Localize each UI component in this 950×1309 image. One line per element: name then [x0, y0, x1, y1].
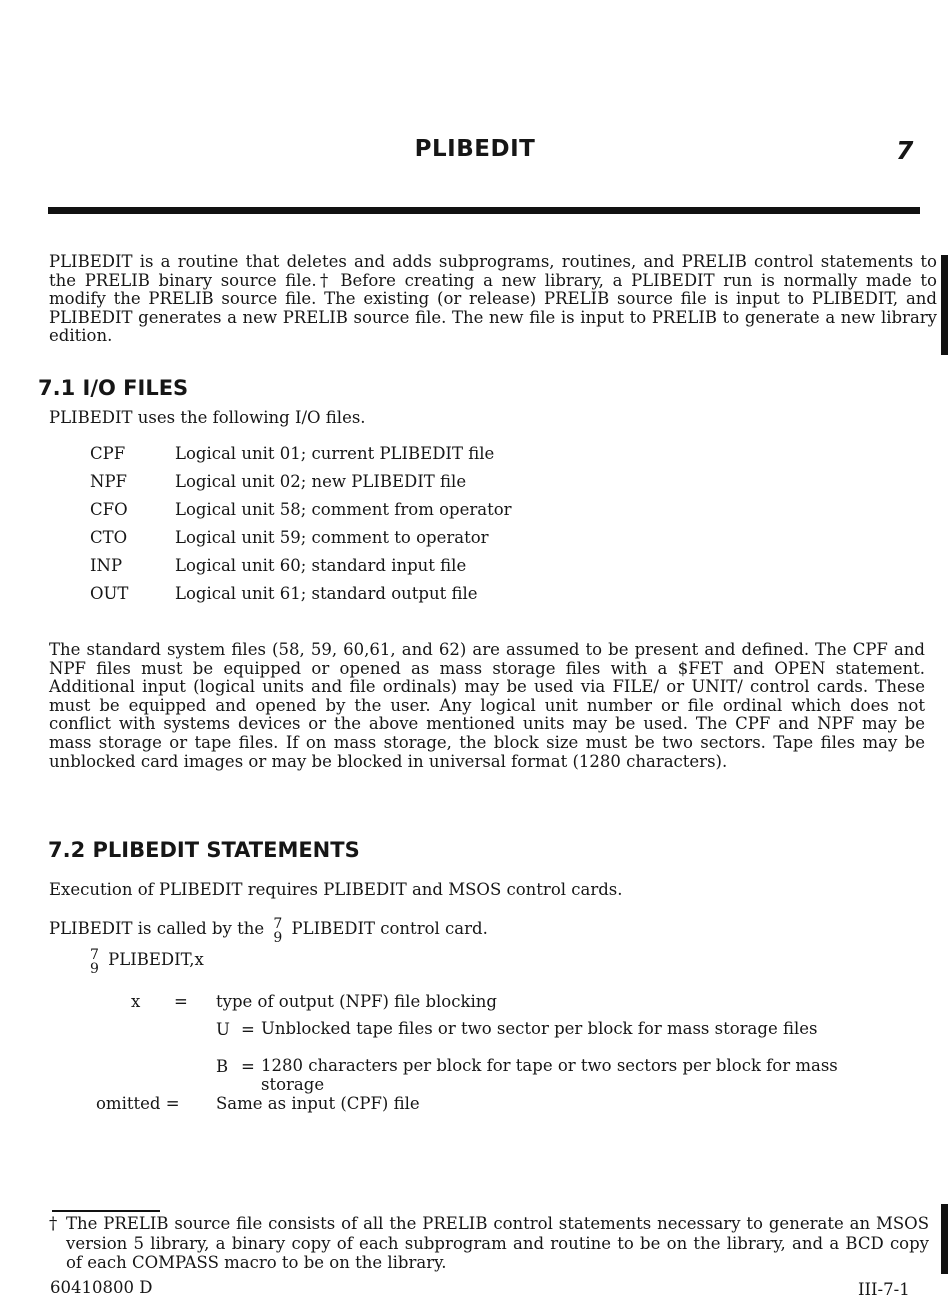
control-card — [90, 948, 204, 976]
footnote-text: The PRELIB source file consists of all the PRELIB control statements necessary to generate an MSOS version 5 library, a binary copy of each subprogram and routine to be on the library, and a BCD copy of each COMPASS macro to be on the library. — [66, 1214, 929, 1272]
param-equals: = — [174, 992, 188, 1011]
file-description: Logical unit 58; comment from operator — [175, 500, 512, 519]
omitted-label: omitted = — [96, 1094, 180, 1113]
footnote-dagger: † — [49, 1214, 58, 1233]
option-equals: = — [241, 1020, 255, 1039]
file-code: CFO — [90, 500, 128, 519]
option-key: B — [216, 1057, 229, 1076]
io-files-paragraph: The standard system files (58, 59, 60,61, and 62) are assumed to be present and defined. The CPF and NPF files must be equipped or opened as mass storage files with a $FET and OPEN statement. Additional input (logical units and file ordinals) may be used via FILE/ or UNIT/ control cards. These must be equipped and opened by the user. Any logical unit number or file ordinal which does not conflict with systems devices or the above mentioned units may be used. The CPF and NPF may be mass storage or tape files. If on mass storage, the block size must be two sectors. Tape files may be unblocked card images or may be blocked in universal format (1280 characters). — [49, 640, 925, 771]
document-id: 60410800 D — [50, 1278, 153, 1297]
footnote — [49, 1214, 929, 1273]
control-card-text: PLIBEDIT,x — [108, 950, 204, 969]
stack-bottom: 9 — [90, 961, 99, 977]
file-code: INP — [90, 556, 123, 575]
punch-rows-7-9 — [273, 917, 282, 945]
stack-bottom: 9 — [273, 930, 283, 946]
option-key: U — [216, 1020, 230, 1039]
chapter-number: 7 — [896, 136, 914, 165]
file-code: OUT — [90, 584, 129, 603]
change-bar — [941, 255, 948, 355]
file-description: Logical unit 02; new PLIBEDIT file — [175, 472, 467, 491]
page-number: III-7-1 — [858, 1280, 910, 1299]
call-prefix: PLIBEDIT is called by the — [49, 919, 265, 938]
section-heading-io-files: 7.1 I/O FILES — [38, 376, 189, 400]
file-description: Logical unit 01; current PLIBEDIT file — [175, 444, 495, 463]
chapter-title: PLIBEDIT — [414, 136, 536, 162]
title-rule — [48, 207, 920, 214]
option-text: 1280 characters per block for tape or two sectors per block for mass storage — [261, 1056, 838, 1094]
option-equals: = — [241, 1057, 255, 1076]
stack-top: 7 — [273, 916, 283, 932]
change-bar — [941, 1204, 948, 1274]
option-text: Unblocked tape files or two sector per block for mass storage files — [261, 1019, 818, 1038]
execution-text: Execution of PLIBEDIT requires PLIBEDIT and MSOS control cards. — [49, 880, 623, 899]
section-heading-statements: 7.2 PLIBEDIT STATEMENTS — [48, 838, 360, 862]
file-code: NPF — [90, 472, 127, 491]
file-description: Logical unit 61; standard output file — [175, 584, 478, 603]
punch-rows-7-9 — [90, 948, 99, 976]
file-description: Logical unit 59; comment to operator — [175, 528, 489, 547]
file-code: CPF — [90, 444, 126, 463]
file-code: CTO — [90, 528, 128, 547]
param-description: type of output (NPF) file blocking — [216, 992, 497, 1011]
stack-top: 7 — [90, 947, 99, 963]
footnote-rule — [52, 1210, 160, 1212]
intro-paragraph: PLIBEDIT is a routine that deletes and adds subprograms, routines, and PRELIB control statements to the PRELIB binary source file.† Before creating a new library, a PLIBEDIT run is normally made to modify the PRELIB source file. The existing (or release) PRELIB source file is input to PLIBEDIT, and PLIBEDIT generates a new PRELIB source file. The new file is input to PRELIB to generate a new library edition. — [49, 252, 937, 346]
omitted-description: Same as input (CPF) file — [216, 1094, 420, 1113]
file-description: Logical unit 60; standard input file — [175, 556, 467, 575]
call-suffix: PLIBEDIT control card. — [291, 919, 488, 938]
call-text — [49, 917, 488, 945]
param-name: x — [131, 992, 141, 1011]
io-lead-text: PLIBEDIT uses the following I/O files. — [49, 408, 366, 427]
